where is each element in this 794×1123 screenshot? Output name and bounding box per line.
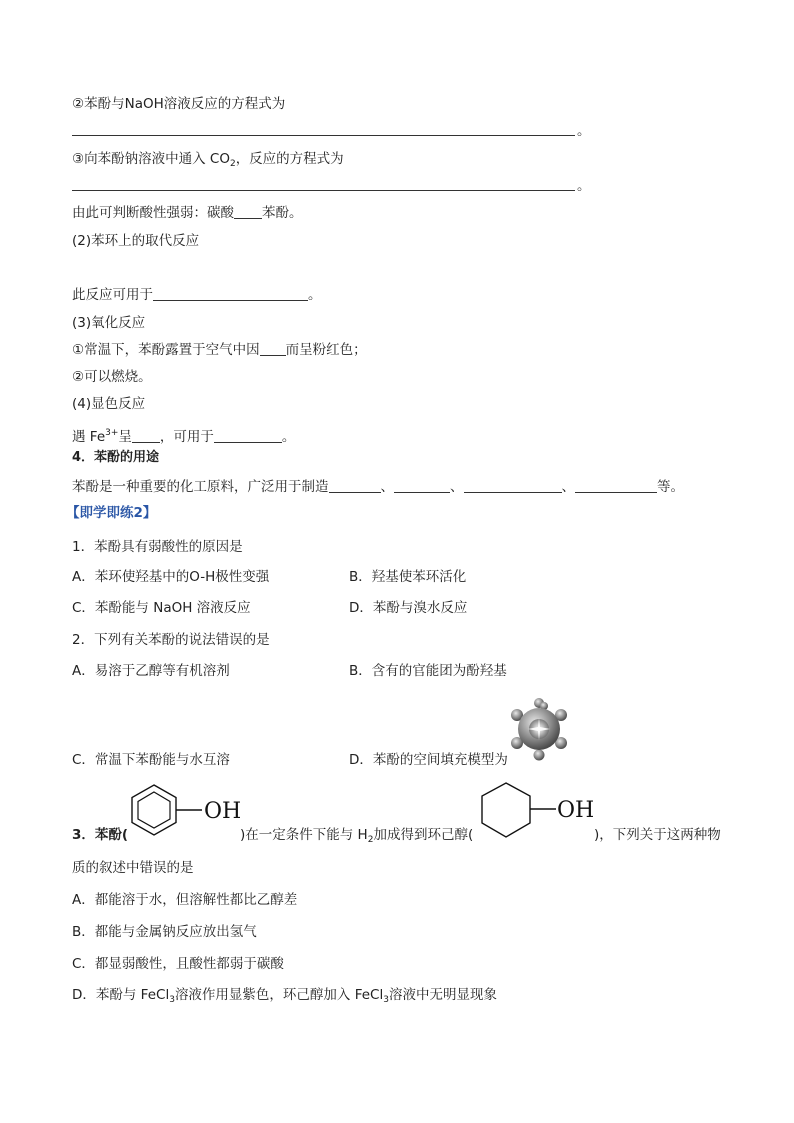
q2-stem: 2．下列有关苯酚的说法错误的是 xyxy=(72,632,270,648)
color-reaction: 遇 $Fe^{3+}$呈 ，可用于 。 xyxy=(72,428,296,445)
oxidation-blank[interactable] xyxy=(260,341,286,356)
q1-option-d[interactable]: D．苯酚与溴水反应 xyxy=(349,600,468,616)
period-2: 。 xyxy=(577,178,591,194)
use-blank-2[interactable] xyxy=(394,478,450,493)
oxidation-item-2: ②可以燃烧。 xyxy=(72,369,152,385)
use-blank-4[interactable] xyxy=(575,478,657,493)
q2-option-a[interactable]: A．易溶于乙醇等有机溶剂 xyxy=(72,663,230,679)
q3-stem-end: )，下列关于这两种物 xyxy=(594,827,721,843)
cyclohexanol-structure-icon xyxy=(474,780,594,842)
q2-option-c[interactable]: C．常温下苯酚能与水互溶 xyxy=(72,752,230,768)
substitution-use: 此反应可用于 。 xyxy=(72,287,322,303)
color-blank[interactable] xyxy=(132,428,160,443)
phenol-structure-icon xyxy=(124,782,242,840)
q1-stem: 1．苯酚具有弱酸性的原因是 xyxy=(72,539,243,555)
q2-option-b[interactable]: B．含有的官能团为酚羟基 xyxy=(349,663,507,679)
q1-option-a[interactable]: A．苯环使羟基中的O-H极性变强 xyxy=(72,569,270,585)
section-oxidation-title: (3)氧化反应 xyxy=(72,315,146,331)
section-substitution-title: (2)苯环上的取代反应 xyxy=(72,233,200,249)
use-blank-3[interactable] xyxy=(464,478,562,493)
phenol-uses-text: 苯酚是一种重要的化工原料，广泛用于制造 、 、 、 等。 xyxy=(72,479,684,495)
phenol-oh-label: OH xyxy=(204,799,242,824)
answer-line-1[interactable] xyxy=(72,135,575,136)
q2-equation-prompt: ②苯酚与NaOH溶液反应的方程式为 xyxy=(72,96,286,112)
phenol-uses-title: 4．苯酚的用途 xyxy=(72,450,160,465)
period-1: 。 xyxy=(577,123,591,139)
q3-option-b[interactable]: B．都能与金属钠反应放出氢气 xyxy=(72,924,257,940)
use-blank[interactable] xyxy=(153,286,308,301)
q2-option-d[interactable]: D．苯酚的空间填充模型为 xyxy=(349,752,508,768)
use-blank-1[interactable] xyxy=(329,478,381,493)
q1-option-c[interactable]: C．苯酚能与 NaOH 溶液反应 xyxy=(72,600,251,616)
color-use-blank[interactable] xyxy=(214,428,282,443)
space-filling-model-icon xyxy=(508,698,570,760)
answer-line-2[interactable] xyxy=(72,190,575,191)
q1-option-b[interactable]: B．羟基使苯环活化 xyxy=(349,569,467,585)
practice-header: 【即学即练2】 xyxy=(66,505,157,521)
acidity-blank[interactable] xyxy=(234,204,262,219)
q3-stem-line2: 质的叙述中错误的是 xyxy=(72,860,194,876)
cyclohexanol-oh-label: OH xyxy=(557,798,595,823)
q3-option-a[interactable]: A．都能溶于水，但溶解性都比乙醇差 xyxy=(72,892,298,908)
section-color-title: (4)显色反应 xyxy=(72,396,146,412)
acidity-conclusion: 由此可判断酸性强弱：碳酸 苯酚。 xyxy=(72,205,303,221)
q3-equation-prompt: ③向苯酚钠溶液中通入 $CO_2$，反应的方程式为 xyxy=(72,151,344,169)
q3-option-d[interactable]: D．苯酚与 FeCl$_3$溶液作用显紫色，环己醇加入 FeCl$_3$溶液中无明显现象 xyxy=(72,987,497,1005)
q3-stem-start: 3．苯酚( xyxy=(72,827,129,843)
q3-stem-mid: )在一定条件下能与 $H_2$加成得到环己醇( xyxy=(240,827,474,845)
oxidation-item-1: ①常温下，苯酚露置于空气中因 而呈粉红色； xyxy=(72,342,367,358)
q3-option-c[interactable]: C．都显弱酸性，且酸性都弱于碳酸 xyxy=(72,956,284,972)
